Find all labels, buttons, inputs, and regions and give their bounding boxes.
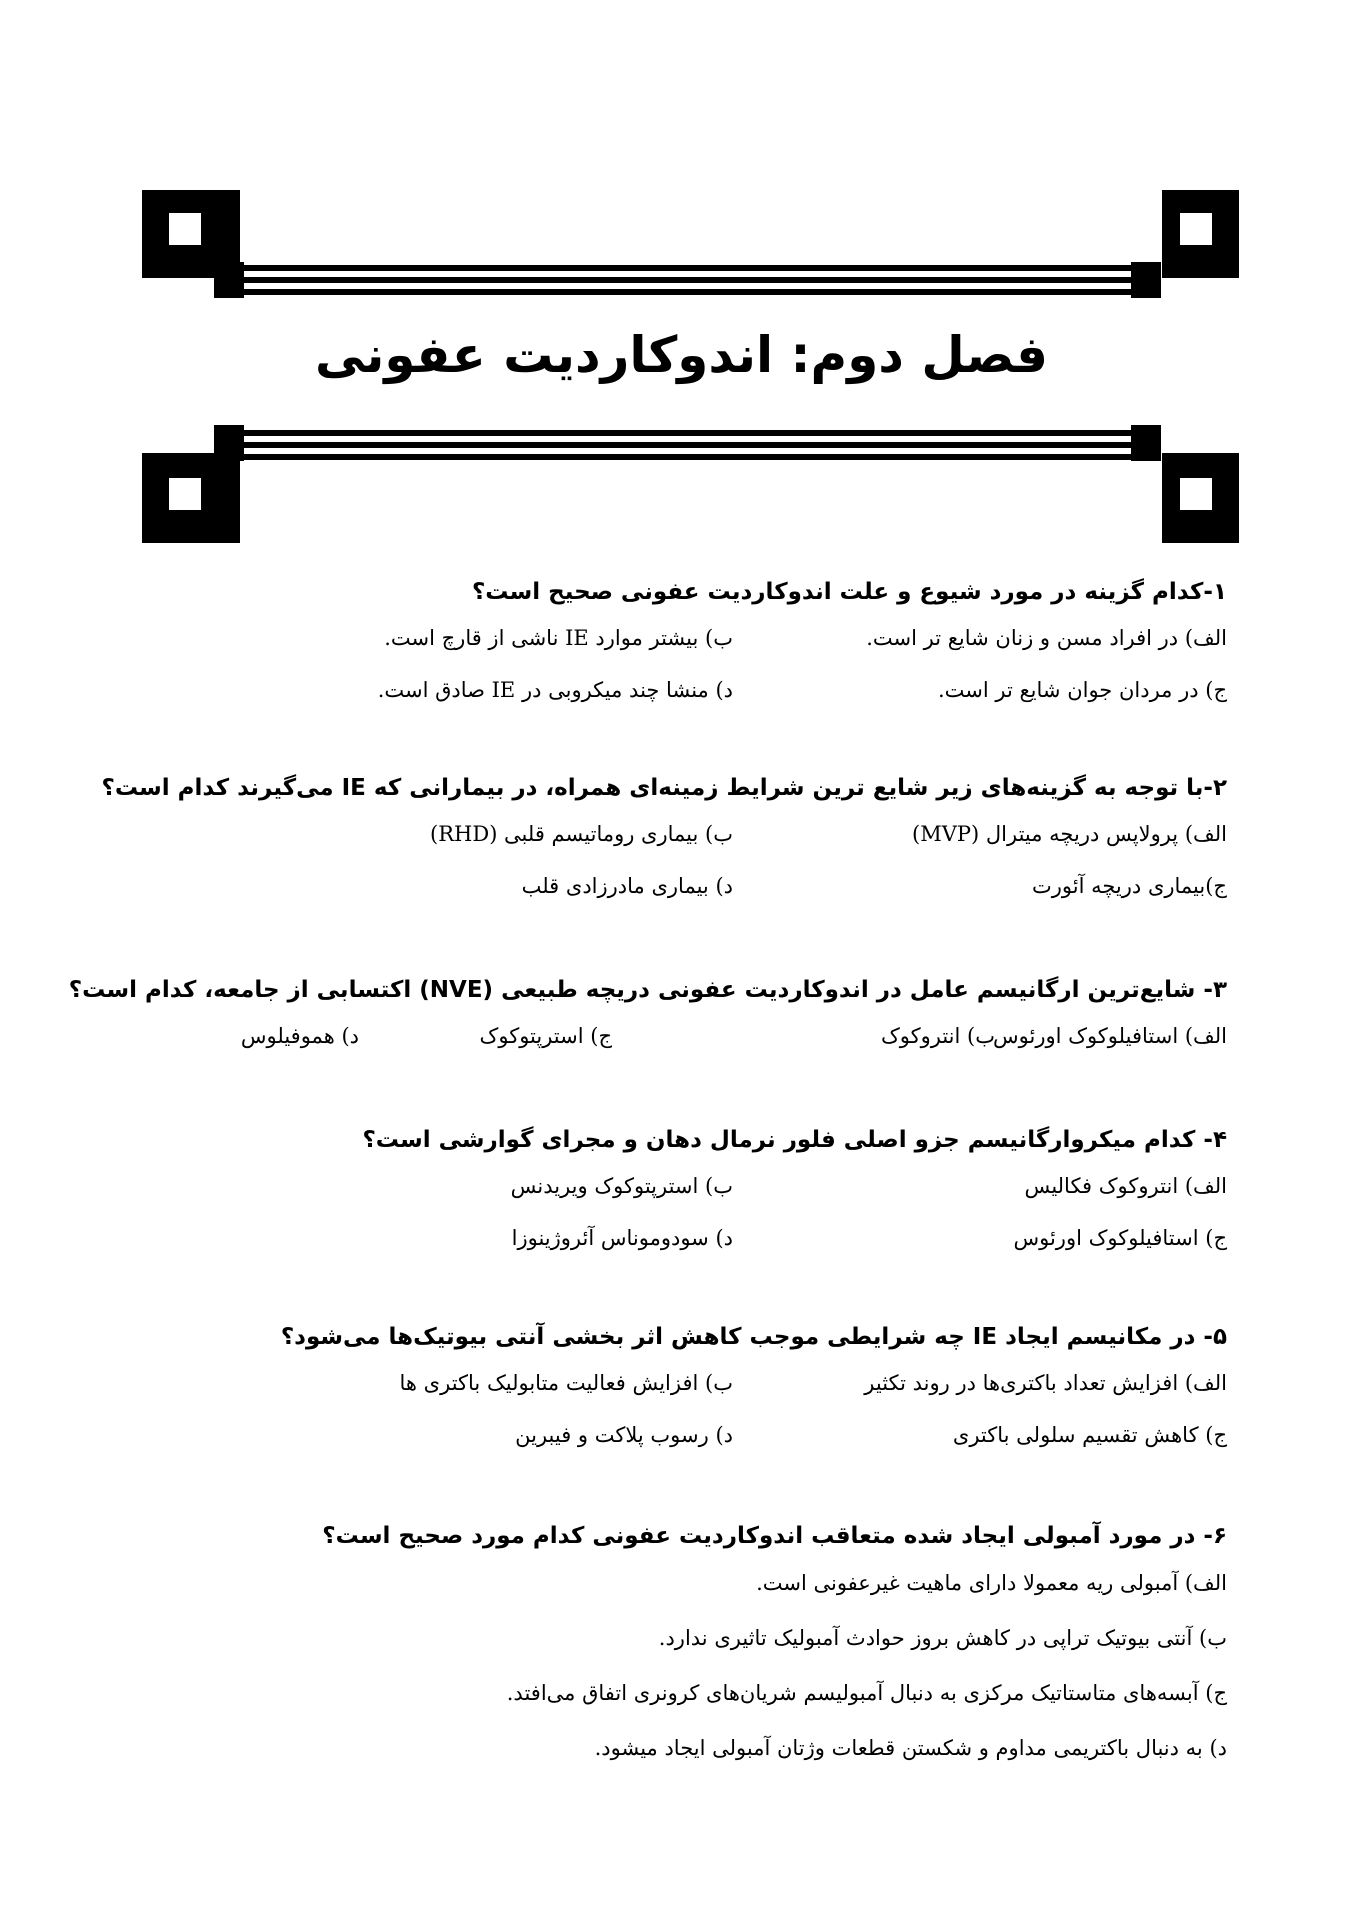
- question-6-option-alef: الف) آمبولی ریه معمولا دارای ماهیت غیرعفونی است.: [756, 1571, 1227, 1595]
- ornament-border-bottom: [0, 420, 1363, 560]
- question-4-row-1: [137, 1160, 1227, 1212]
- question-2-row-1: [137, 808, 1227, 860]
- question-3-option-be: ب) انتروکوک: [880, 1024, 995, 1048]
- question-2-option-be: ب) بیماری روماتیسم قلبی (RHD): [430, 822, 733, 846]
- question-5-text: ۵- در مکانیسم ایجاد IE چه شرایطی موجب کاهش اثر بخشی آنتی بیوتیک‌ها می‌شود؟: [280, 1324, 1227, 1350]
- question-3-row-1: [137, 1010, 1227, 1062]
- question-1: [137, 572, 1227, 716]
- question-2-option-dal: د) بیماری مادرزادی قلب: [521, 874, 733, 898]
- question-5-row-2: [137, 1409, 1227, 1461]
- question-4-option-je: ج) استافیلوکوک اورئوس: [1013, 1226, 1227, 1250]
- question-3-option-je: ج) استرپتوکوک: [479, 1024, 612, 1048]
- question-1-text: ۱-کدام گزینه در مورد شیوع و علت اندوکاردیت عفونی صحیح است؟: [471, 579, 1227, 605]
- question-6-option-be: ب) آنتی بیوتیک تراپی در کاهش بروز حوادث آمبولیک تاثیری ندارد.: [658, 1626, 1227, 1650]
- ornament-border-top: [0, 185, 1363, 325]
- question-5-option-dal: د) رسوب پلاکت و فیبرین: [515, 1423, 733, 1447]
- question-2-row-2: [137, 860, 1227, 912]
- chapter-frame-top: [0, 185, 1363, 325]
- chapter-frame-bottom: [0, 420, 1363, 560]
- question-1-row-1: [137, 612, 1227, 664]
- question-1-option-be: ب) بیشتر موارد IE ناشی از قارچ است.: [384, 626, 733, 650]
- question-5-option-be: ب) افزایش فعالیت متابولیک باکتری ها: [399, 1371, 733, 1395]
- question-4-option-alef: الف) انتروکوک فکالیس: [1024, 1174, 1227, 1198]
- question-1-option-dal: د) منشا چند میکروبی در IE صادق است.: [377, 678, 733, 702]
- question-4-option-dal: د) سودوموناس آئروژینوزا: [511, 1226, 733, 1250]
- question-6: [137, 1516, 1227, 1776]
- question-2: [101, 768, 1227, 912]
- question-2-text: ۲-با توجه به گزینه‌های زیر شایع ترین شرایط زمینه‌ای همراه، در بیمارانی که IE می‌گیرند کدام است؟: [101, 775, 1227, 801]
- question-6-option-je: ج) آبسه‌های متاستاتیک مرکزی به دنبال آمبولیسم شریان‌های کرونری اتفاق می‌افتد.: [506, 1681, 1227, 1705]
- question-4: [137, 1120, 1227, 1264]
- question-3-text: ۳- شایع‌ترین ارگانیسم عامل در اندوکاردیت عفونی دریچه طبیعی (NVE) اکتسابی از جامعه، کدام است؟: [68, 977, 1227, 1003]
- question-5: [137, 1317, 1227, 1461]
- question-6-text: ۶- در مورد آمبولی ایجاد شده متعاقب اندوکاردیت عفونی کدام مورد صحیح است؟: [322, 1523, 1227, 1549]
- question-4-text: ۴- کدام میکروارگانیسم جزو اصلی فلور نرمال دهان و مجرای گوارشی است؟: [362, 1127, 1227, 1153]
- question-2-option-je: ج)بیماری دریچه آئورت: [1032, 874, 1227, 898]
- question-1-option-alef: الف) در افراد مسن و زنان شایع تر است.: [866, 626, 1227, 650]
- question-4-option-be: ب) استرپتوکوک ویریدنس: [510, 1174, 733, 1198]
- question-1-row-2: [137, 664, 1227, 716]
- question-3-option-dal: د) هموفیلوس: [240, 1024, 359, 1048]
- chapter-title: فصل دوم: اندوکاردیت عفونی: [315, 326, 1048, 384]
- question-5-option-alef: الف) افزایش تعداد باکتری‌ها در روند تکثیر: [864, 1371, 1227, 1395]
- question-6-option-dal: د) به دنبال باکتریمی مداوم و شکستن قطعات وژتان آمبولی ایجاد میشود.: [594, 1736, 1227, 1760]
- question-2-option-alef: الف) پرولاپس دریچه میترال (MVP): [912, 822, 1227, 846]
- question-3-option-alef: الف) استافیلوکوک اورئوس: [993, 1024, 1227, 1048]
- question-4-row-2: [137, 1212, 1227, 1264]
- question-5-option-je: ج) کاهش تقسیم سلولی باکتری: [952, 1423, 1227, 1447]
- question-3: [68, 970, 1227, 1062]
- question-1-option-je: ج) در مردان جوان شایع تر است.: [938, 678, 1227, 702]
- question-5-row-1: [137, 1357, 1227, 1409]
